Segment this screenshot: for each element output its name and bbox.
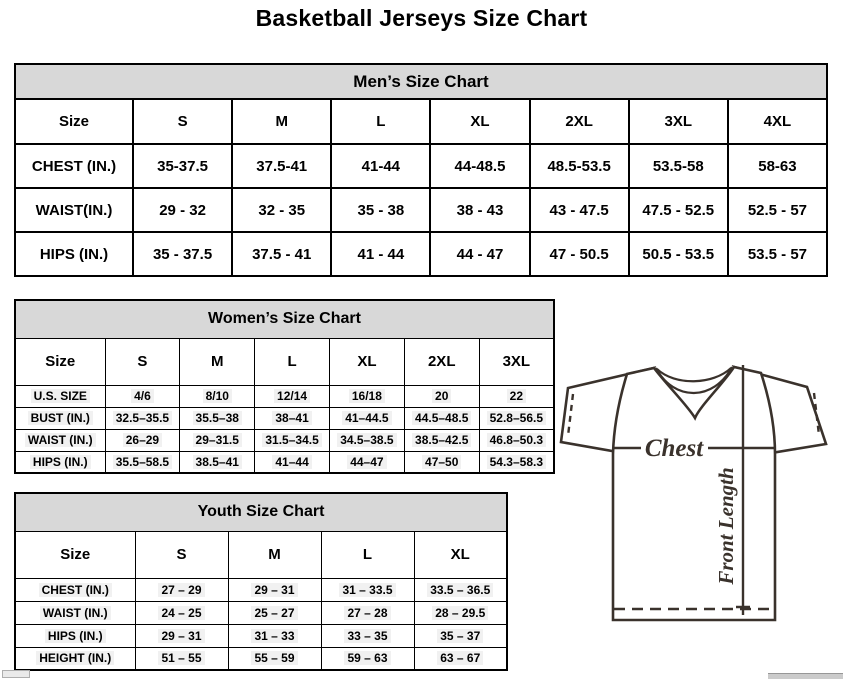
jersey-body xyxy=(613,367,775,620)
size-cell: 35 - 38 xyxy=(331,188,430,232)
size-cell: 52.8–56.5 xyxy=(479,407,554,429)
youth-table-title: Youth Size Chart xyxy=(15,493,507,531)
size-cell: 38.5–41 xyxy=(180,451,255,473)
size-cell: 47 - 50.5 xyxy=(530,232,629,276)
size-cell: 22 xyxy=(479,385,554,407)
size-cell: 31 – 33 xyxy=(228,624,321,647)
size-cell: 41 - 44 xyxy=(331,232,430,276)
size-cell: 33 – 35 xyxy=(321,624,414,647)
column-header: 3XL xyxy=(629,99,728,144)
size-cell: 26–29 xyxy=(105,429,180,451)
size-cell: 32 - 35 xyxy=(232,188,331,232)
column-header: M xyxy=(232,99,331,144)
row-label: WAIST (IN.) xyxy=(15,429,105,451)
column-header: L xyxy=(255,338,330,385)
column-header: S xyxy=(135,531,228,578)
column-header: M xyxy=(180,338,255,385)
row-label: HIPS (IN.) xyxy=(15,451,105,473)
size-cell: 41–44.5 xyxy=(329,407,404,429)
row-label: CHEST (IN.) xyxy=(15,144,133,188)
size-cell: 44 - 47 xyxy=(430,232,529,276)
womens-table-title: Women’s Size Chart xyxy=(15,300,554,338)
size-cell: 52.5 - 57 xyxy=(728,188,827,232)
size-cell: 46.8–50.3 xyxy=(479,429,554,451)
row-label: WAIST(IN.) xyxy=(15,188,133,232)
row-label: HEIGHT (IN.) xyxy=(15,647,135,670)
horizontal-scrollbar-fragment-right[interactable] xyxy=(768,673,843,679)
row-label: CHEST (IN.) xyxy=(15,578,135,601)
row-label: HIPS (IN.) xyxy=(15,232,133,276)
column-header: 2XL xyxy=(530,99,629,144)
size-cell: 44-48.5 xyxy=(430,144,529,188)
size-cell: 38.5–42.5 xyxy=(404,429,479,451)
size-cell: 33.5 – 36.5 xyxy=(414,578,507,601)
size-cell: 12/14 xyxy=(255,385,330,407)
column-header: 2XL xyxy=(404,338,479,385)
row-label: WAIST (IN.) xyxy=(15,601,135,624)
size-cell: 28 – 29.5 xyxy=(414,601,507,624)
size-cell: 34.5–38.5 xyxy=(329,429,404,451)
column-header: L xyxy=(321,531,414,578)
column-header: M xyxy=(228,531,321,578)
page-title: Basketball Jerseys Size Chart xyxy=(255,5,588,31)
size-cell: 35.5–58.5 xyxy=(105,451,180,473)
size-cell: 37.5 - 41 xyxy=(232,232,331,276)
column-header: XL xyxy=(329,338,404,385)
column-header: XL xyxy=(414,531,507,578)
size-cell: 29 - 32 xyxy=(133,188,232,232)
size-cell: 29–31.5 xyxy=(180,429,255,451)
size-cell: 44–47 xyxy=(329,451,404,473)
size-cell: 35-37.5 xyxy=(133,144,232,188)
size-cell: 41–44 xyxy=(255,451,330,473)
row-label: BUST (IN.) xyxy=(15,407,105,429)
size-cell: 50.5 - 53.5 xyxy=(629,232,728,276)
womens-size-table xyxy=(14,299,555,474)
size-cell: 63 – 67 xyxy=(414,647,507,670)
size-cell: 16/18 xyxy=(329,385,404,407)
size-cell: 4/6 xyxy=(105,385,180,407)
size-cell: 47–50 xyxy=(404,451,479,473)
column-header: S xyxy=(105,338,180,385)
size-cell: 51 – 55 xyxy=(135,647,228,670)
size-cell: 38–41 xyxy=(255,407,330,429)
size-cell: 8/10 xyxy=(180,385,255,407)
size-cell: 58-63 xyxy=(728,144,827,188)
size-cell: 59 – 63 xyxy=(321,647,414,670)
column-header: 4XL xyxy=(728,99,827,144)
column-header: S xyxy=(133,99,232,144)
column-header: Size xyxy=(15,531,135,578)
size-cell: 32.5–35.5 xyxy=(105,407,180,429)
size-cell: 35.5–38 xyxy=(180,407,255,429)
column-header: Size xyxy=(15,99,133,144)
size-cell: 54.3–58.3 xyxy=(479,451,554,473)
mens-table-title: Men’s Size Chart xyxy=(15,64,827,99)
front-length-label: Front Length xyxy=(714,467,738,585)
size-cell: 35 - 37.5 xyxy=(133,232,232,276)
jersey-diagram xyxy=(556,356,840,632)
size-cell: 53.5-58 xyxy=(629,144,728,188)
size-cell: 29 – 31 xyxy=(228,578,321,601)
youth-size-table xyxy=(14,492,508,671)
size-cell: 27 – 28 xyxy=(321,601,414,624)
size-cell: 38 - 43 xyxy=(430,188,529,232)
horizontal-scrollbar-fragment-left[interactable] xyxy=(2,670,30,678)
column-header: L xyxy=(331,99,430,144)
size-cell: 31 – 33.5 xyxy=(321,578,414,601)
column-header: 3XL xyxy=(479,338,554,385)
size-cell: 25 – 27 xyxy=(228,601,321,624)
size-cell: 55 – 59 xyxy=(228,647,321,670)
mens-size-table xyxy=(14,63,828,277)
column-header: Size xyxy=(15,338,105,385)
size-cell: 44.5–48.5 xyxy=(404,407,479,429)
size-cell: 29 – 31 xyxy=(135,624,228,647)
size-cell: 27 – 29 xyxy=(135,578,228,601)
size-cell: 43 - 47.5 xyxy=(530,188,629,232)
jersey-collar-band xyxy=(657,368,731,381)
size-cell: 47.5 - 52.5 xyxy=(629,188,728,232)
column-header: XL xyxy=(430,99,529,144)
size-cell: 24 – 25 xyxy=(135,601,228,624)
size-cell: 37.5-41 xyxy=(232,144,331,188)
size-cell: 53.5 - 57 xyxy=(728,232,827,276)
size-cell: 35 – 37 xyxy=(414,624,507,647)
size-cell: 48.5-53.5 xyxy=(530,144,629,188)
size-cell: 31.5–34.5 xyxy=(255,429,330,451)
chest-label: Chest xyxy=(644,435,704,462)
row-label: HIPS (IN.) xyxy=(15,624,135,647)
row-label: U.S. SIZE xyxy=(15,385,105,407)
size-cell: 41-44 xyxy=(331,144,430,188)
size-cell: 20 xyxy=(404,385,479,407)
